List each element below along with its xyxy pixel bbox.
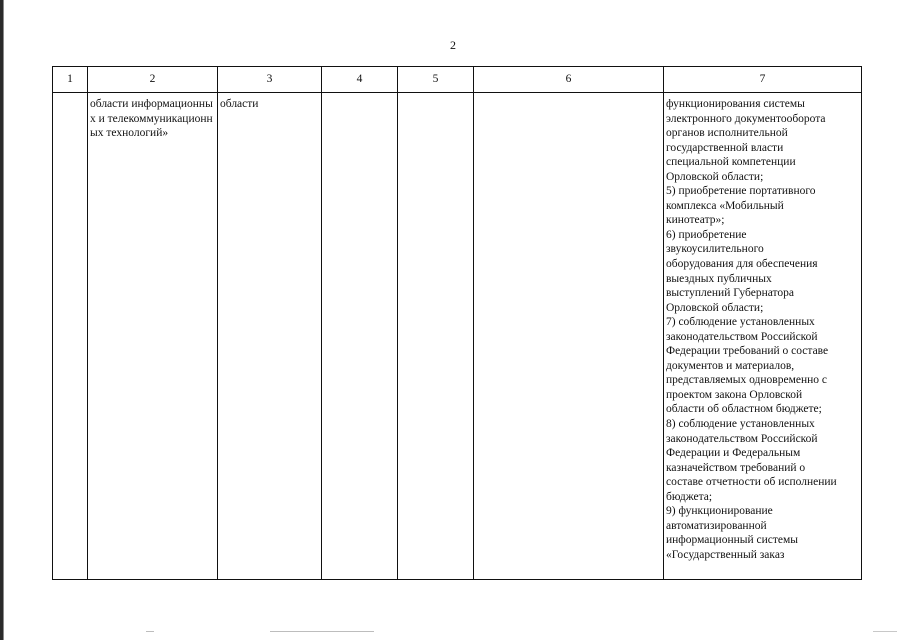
- page-number: 2: [450, 38, 456, 52]
- col7-line: проектом закона Орловской: [666, 388, 803, 401]
- col7-line: документов и материалов,: [666, 359, 795, 372]
- col7-line: Федерации и Федеральным: [666, 447, 801, 460]
- scan-artifact-mark: [873, 631, 897, 632]
- col7-line: функционирования системы: [666, 98, 805, 110]
- column-header-2: 2: [88, 67, 218, 93]
- table-cell-col1: [53, 93, 88, 580]
- table-cell-col7: [664, 93, 862, 580]
- table-cell-col2: [88, 93, 218, 580]
- col7-line: электронного документооборота: [666, 112, 826, 125]
- col7-line: законодательством Российской: [666, 330, 818, 343]
- scan-artifact-line: [146, 631, 154, 632]
- col7-line: составе отчетности об исполнении: [666, 476, 837, 489]
- col7-line: выездных публичных: [666, 272, 772, 285]
- col7-line: 8) соблюдение установленных: [666, 418, 815, 431]
- col7-line: 5) приобретение портативного: [666, 185, 816, 198]
- col7-line: органов исполнительной: [666, 127, 788, 140]
- col7-line: комплекса «Мобильный: [666, 199, 784, 212]
- col7-line: бюджета;: [666, 490, 713, 503]
- table-row: [53, 93, 862, 580]
- col7-line: законодательством Российской: [666, 432, 818, 445]
- table-cell-col6: [474, 93, 664, 580]
- col7-line: специальной компетенции: [666, 156, 796, 169]
- document-table: [52, 66, 862, 580]
- column-header-7: 7: [664, 67, 862, 93]
- column-header-6: 6: [474, 67, 664, 93]
- col7-line: Федерации требований о составе: [666, 345, 829, 358]
- col7-line: казначейством требований о: [666, 461, 806, 474]
- col7-line: Орловской области;: [666, 301, 764, 314]
- col7-line: 9) функционирование: [666, 505, 773, 518]
- column-header-4: 4: [322, 67, 398, 93]
- table-cell-col3: [218, 93, 322, 580]
- col7-line: оборудования для обеспечения: [666, 258, 818, 271]
- col7-text-block: [666, 97, 859, 563]
- col7-line: области об областном бюджете;: [666, 403, 822, 416]
- col7-line: кинотеатр»;: [666, 214, 725, 227]
- cell-text: области информационных и телекоммуникационных технологий»: [90, 98, 213, 140]
- col7-line: 6) приобретение: [666, 228, 747, 241]
- table-header-row: [53, 67, 862, 93]
- table-cell-col5: [398, 93, 474, 580]
- col7-line: представляемых одновременно с: [666, 374, 827, 387]
- col7-line: информационный системы: [666, 534, 799, 547]
- scan-artifact-line: [270, 631, 374, 632]
- col7-line: государственной власти: [666, 141, 784, 154]
- column-header-5: 5: [398, 67, 474, 93]
- cell-text: области: [220, 98, 259, 110]
- col7-line: автоматизированной: [666, 519, 767, 532]
- table-cell-col4: [322, 93, 398, 580]
- column-header-3: 3: [218, 67, 322, 93]
- col7-line: 7) соблюдение установленных: [666, 316, 815, 329]
- col7-line: Орловской области;: [666, 170, 764, 183]
- col7-line: «Государственный заказ: [666, 548, 785, 561]
- column-header-1: 1: [53, 67, 88, 93]
- col7-line: выступлений Губернатора: [666, 287, 795, 300]
- scan-left-edge-shadow: [3, 0, 4, 640]
- col7-line: звукоусилительного: [666, 243, 764, 256]
